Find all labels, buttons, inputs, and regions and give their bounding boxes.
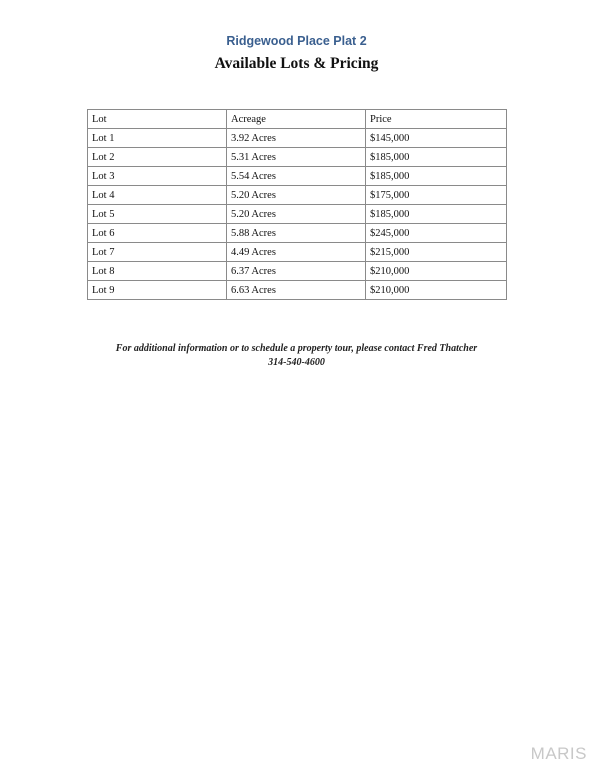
contact-info (0, 342, 593, 370)
price-cell: $245,000 (366, 224, 507, 243)
column-header-lot: Lot (88, 110, 227, 129)
acreage-cell: 5.31 Acres (227, 148, 366, 167)
document-title: Available Lots & Pricing (214, 55, 379, 72)
lot-cell: Lot 2 (88, 148, 227, 167)
table-row (88, 186, 507, 205)
acreage-cell: 5.20 Acres (227, 186, 366, 205)
price-cell: $145,000 (366, 129, 507, 148)
lot-cell: Lot 7 (88, 243, 227, 262)
price-cell: $185,000 (366, 148, 507, 167)
lot-cell: Lot 6 (88, 224, 227, 243)
lot-cell: Lot 5 (88, 205, 227, 224)
table-row (88, 243, 507, 262)
contact-phone: 314-540-4600 (268, 357, 325, 368)
price-cell: $210,000 (366, 281, 507, 300)
acreage-cell: 5.54 Acres (227, 167, 366, 186)
price-cell: $185,000 (366, 205, 507, 224)
table-header-row (88, 110, 507, 129)
table-row (88, 262, 507, 281)
lot-cell: Lot 9 (88, 281, 227, 300)
table-row (88, 224, 507, 243)
maris-watermark: MARIS (530, 744, 587, 763)
acreage-cell: 4.49 Acres (227, 243, 366, 262)
acreage-cell: 3.92 Acres (227, 129, 366, 148)
lots-pricing-table (87, 109, 507, 300)
column-header-price: Price (366, 110, 507, 129)
lot-cell: Lot 3 (88, 167, 227, 186)
document-subtitle: Ridgewood Place Plat 2 (226, 34, 367, 48)
table-row (88, 167, 507, 186)
acreage-cell: 5.88 Acres (227, 224, 366, 243)
table-row (88, 129, 507, 148)
price-cell: $215,000 (366, 243, 507, 262)
price-cell: $175,000 (366, 186, 507, 205)
column-header-acreage: Acreage (227, 110, 366, 129)
lot-cell: Lot 8 (88, 262, 227, 281)
acreage-cell: 6.63 Acres (227, 281, 366, 300)
acreage-cell: 6.37 Acres (227, 262, 366, 281)
price-cell: $185,000 (366, 167, 507, 186)
lot-cell: Lot 1 (88, 129, 227, 148)
price-cell: $210,000 (366, 262, 507, 281)
acreage-cell: 5.20 Acres (227, 205, 366, 224)
table-row (88, 205, 507, 224)
table-row (88, 281, 507, 300)
table-row (88, 148, 507, 167)
lot-cell: Lot 4 (88, 186, 227, 205)
contact-line: For additional information or to schedule a property tour, please contact Fred Thatcher (115, 343, 478, 354)
